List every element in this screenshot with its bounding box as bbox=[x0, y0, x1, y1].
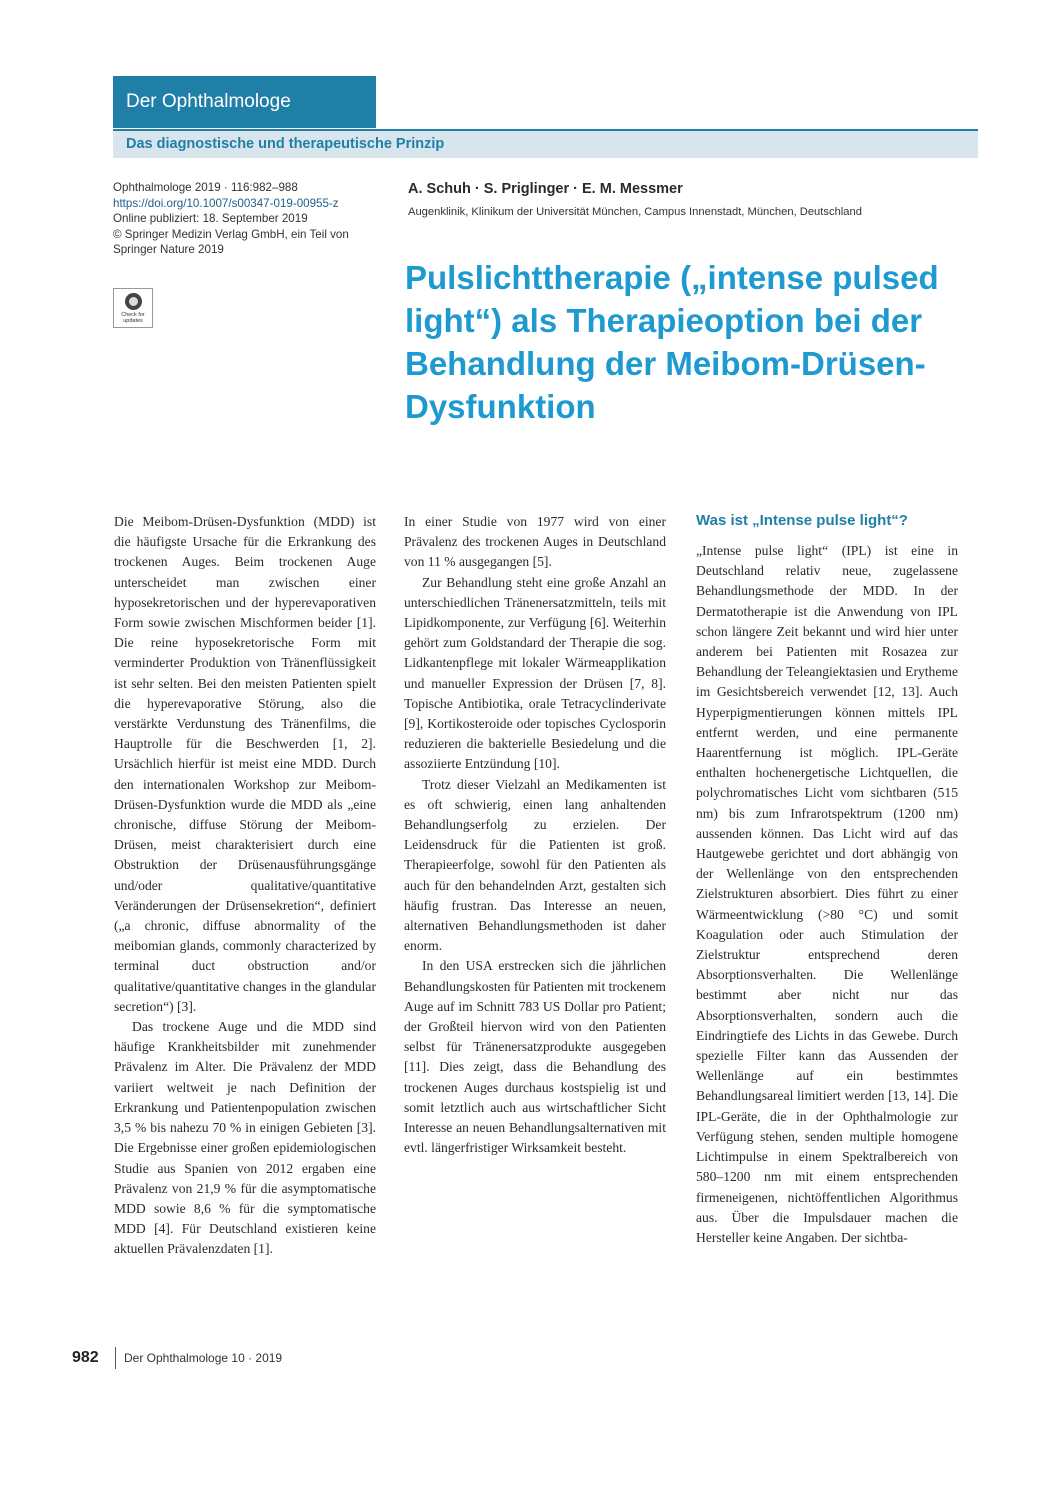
citation-meta bbox=[113, 180, 378, 258]
section-label: Das diagnostische und therapeutische Prinzip bbox=[126, 136, 445, 152]
section-heading: Was ist „Intense pulse light“? bbox=[696, 512, 908, 529]
copyright-line-2: Springer Nature 2019 bbox=[113, 243, 224, 257]
paragraph: Zur Behandlung steht eine große Anzahl an unterschiedlichen Tränenersatzmitteln, teils mit Lipidkomponente, zur Verfügung [6]. Weiterhin gehört zum Goldstandard der Therapie die sog. Lidkantenpflege mit lokaler Wärmeapplikation und manueller Expression der Drüsen [7, 8]. Topische Antibiotika, orale Tetracyclinderivate [9], Kortikosteroide oder topisches Cyclosporin reduzieren die bakterielle Besiedelung und die assoziierte Entzündung [10]. bbox=[404, 574, 666, 772]
footer-journal-issue: Der Ophthalmologe 10 · 2019 bbox=[124, 1351, 283, 1365]
page-number: 982 bbox=[72, 1349, 99, 1366]
paragraph: Die Meibom-Drüsen-Dysfunktion (MDD) ist die häufigste Ursache für die Erkrankung des trockenen Auges. Beim trockenen Auge unterscheidet man zwischen einer hyposekretorischen und der hyperevaporativen Form sowie zwischen Mischformen beider [1]. Die reine hyposekretorische Form mit verminderter Produktion von Tränenflüssigkeit ist sehr selten. Bei den meisten Patienten spielt die hyperevaporative Störung, also die verstärkte Verdunstung des Tränenfilms, die Hauptrolle für die Beschwerden [1, 2]. Ursächlich hierfür ist meist eine MDD. Durch den internationalen Workshop zur Meibom-Drüsen-Dysfunktion wurde die MDD als „eine chronische, diffuse Störung der Meibom-Drüsen, meist charakterisiert durch eine Obstruktion der Drüsenausführungsgänge und/oder qualitative/quantitative Veränderungen der Drüsensekretion“, definiert („a chronic, diffuse abnormality of the meibomian glands, commonly characterized by terminal duct obstruction and/or qualitative/quantitative changes in the glandular secretion“) [3]. bbox=[114, 514, 376, 1014]
footer-divider bbox=[115, 1347, 116, 1369]
copyright-line-1: © Springer Medizin Verlag GmbH, ein Teil von bbox=[113, 227, 349, 241]
article-title: Pulslichttherapie („intense pulsed light“) als Therapieoption bei der Behandlung der Meibom-Drüsen-Dysfunktion bbox=[405, 259, 939, 425]
check-for-updates-badge[interactable] bbox=[113, 288, 153, 328]
doi-link[interactable]: https://doi.org/10.1007/s00347-019-00955-z bbox=[113, 196, 339, 210]
text-column-3 bbox=[696, 541, 958, 1248]
text-column-2 bbox=[404, 512, 666, 1159]
paragraph: Trotz dieser Vielzahl an Medikamenten ist es oft schwierig, einen lang anhaltenden Behandlungserfolg zu erzielen. Der Leidensdruck für die Patienten ist groß. Therapieerfolge, sowohl für den Patienten als auch für den behandelnden Arzt, gestalten sich häufig frustran. Das Interesse an neuen, alternativen Behandlungsmethoden ist daher enorm. bbox=[404, 776, 666, 954]
paragraph: „Intense pulse light“ (IPL) ist eine in Deutschland relativ neue, zugelassene Behandlungsmethode der MDD. In der Dermatotherapie ist die Anwendung von IPL schon längere Zeit bekannt und wird hier unter anderem bei Patienten mit Rosazea zur Behandlung der Teleangiektasien und Erytheme im Gesichtsbereich verwendet [12, 13]. Auch Hyperpigmentierungen können mittels IPL entfernt werden, und eine permanente Haarentfernung ist möglich. IPL-Geräte enthalten hochenergetische Lichtquellen, die polychromatisches Licht vom sichtbaren (515 nm) bis zum Infrarotspektrum (1200 nm) aussenden können. Das Licht wird auf das Hautgewebe gerichtet und dort abhängig von der Wellenlänge von den entsprechenden Zielstrukturen absorbiert. Dies führt zu einer Wärmeentwicklung (>80 °C) und somit Koagulation oder auch Stimulation der Zielstruktur entsprechend deren Absorptionsverhalten. Die Wellenlänge bestimmt aber nicht nur das Absorptionsverhalten, sondern auch die Eindringtiefe des Lichts in das Gewebe. Durch spezielle Filter kann das Aussenden der Wellenlänge auf ein bestimmtes Behandlungsareal limitiert werden [13, 14]. Die IPL-Geräte, die in der Ophthalmologie zur Verfügung stehen, senden multiple homogene Lichtimpulse in einem Spektralbereich von 580–1200 nm mit einem entsprechenden firmeneigenen, nichtöffentlichen Algorithmus aus. Über die Impulsdauer machen die Hersteller keine Angaben. Der sichtba- bbox=[696, 543, 958, 1245]
published-date: Online publiziert: 18. September 2019 bbox=[113, 212, 308, 226]
affiliation: Augenklinik, Klinikum der Universität München, Campus Innenstadt, München, Deutschland bbox=[408, 206, 862, 218]
paragraph: In einer Studie von 1977 wird von einer Prävalenz des trockenen Auges in Deutschland von 11 % ausgegangen [5]. bbox=[404, 514, 666, 570]
check-updates-label: Check for updates bbox=[121, 312, 145, 324]
text-column-1 bbox=[114, 512, 376, 1260]
authors: A. Schuh · S. Priglinger · E. M. Messmer bbox=[408, 181, 683, 197]
journal-banner: Der Ophthalmologe bbox=[113, 76, 376, 128]
citation: Ophthalmologe 2019 · 116:982–988 bbox=[113, 181, 298, 194]
paragraph: Das trockene Auge und die MDD sind häufige Krankheitsbilder mit zunehmender Prävalenz im Alter. Die Prävalenz der MDD variiert weltweit je nach Definition der Erkrankung und Patientenpopulation zwischen 3,5 % bis nahezu 70 % in einigen Gebieten [3]. Die Ergebnisse einer großen epidemiologischen Studie aus Spanien von 2012 ergaben eine Prävalenz von 21,9 % für die asymptomatische MDD sowie 8,6 % für die symptomatische MDD [4]. Für Deutschland existieren keine aktuellen Prävalenzdaten [1]. bbox=[114, 1019, 376, 1257]
check-updates-icon bbox=[125, 293, 142, 310]
paragraph: In den USA erstrecken sich die jährlichen Behandlungskosten für Patienten mit trockenem Auge auf im Schnitt 783 US Dollar pro Patient; der Großteil hiervon wird von den Patienten selbst für Tränenersatzprodukte ausgegeben [11]. Dies zeigt, dass die Behandlung des trockenen Auges durchaus kostspielig ist und somit letztlich auch aus wirtschaftlicher Sicht Interesse an neuen Behandlungsalternativen mit evtl. längerfristiger Wirksamkeit besteht. bbox=[404, 958, 666, 1156]
